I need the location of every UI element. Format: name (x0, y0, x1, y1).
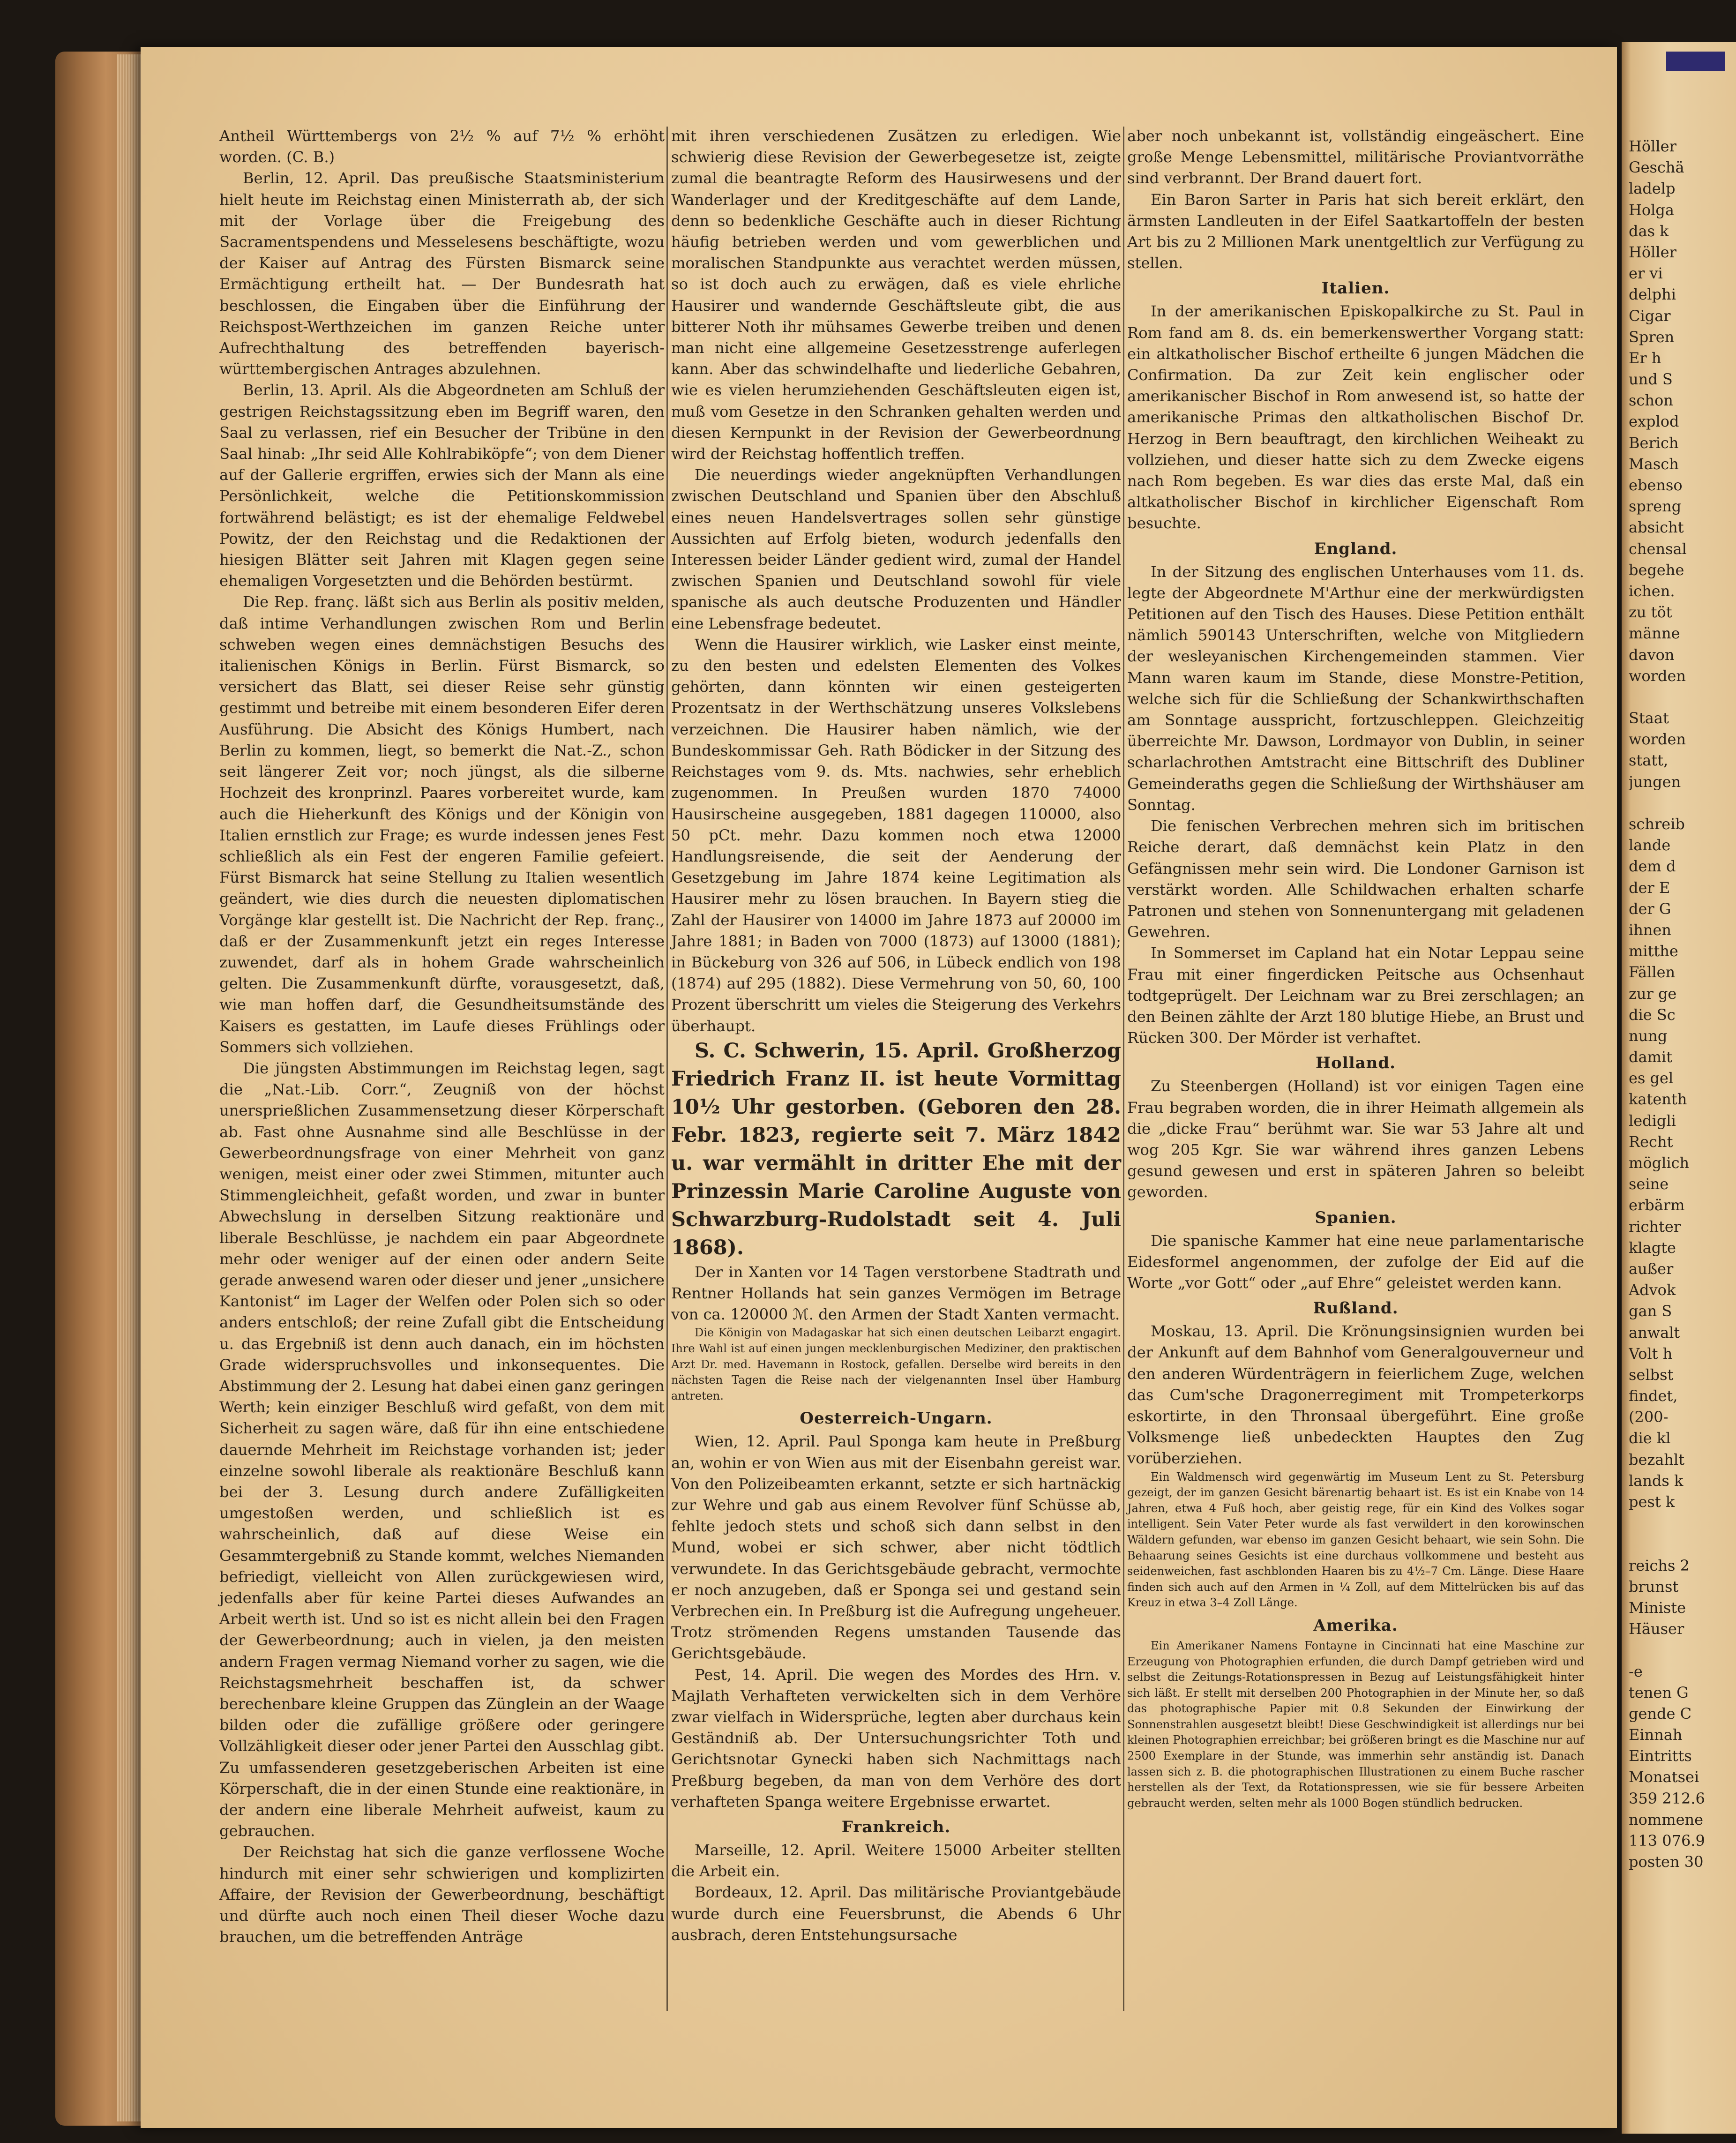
fragment-line: Häuser (1629, 1620, 1684, 1638)
fragment-line: (200- (1629, 1408, 1669, 1426)
article-text: Berlin, 13. April. Als die Abgeordneten am Schluß der gestrigen Reichstagssitzung eben im Begriff waren, den Saal zu verlassen, rief ein Besucher der Tribüne in den Saal hinab: „Ihr seid Alle Kohlrabiköpfe“; von dem Diener auf der Gallerie ergriffen, erwies sich der Mann als eine Persönlichkeit, welche die Petitionskommission fortwährend belästigt; es ist der ehemalige Feldwebel Powitz, der den Reichstag und die Redaktionen der hiesigen Blätter seit Jahren mit Klagen gegen seine ehemaligen Vorgesetzten und die Behörden bestürmt. (219, 381, 665, 590)
fragment-line: ebenso (1629, 476, 1683, 494)
section-heading: England. (1314, 539, 1398, 558)
article-text: Pest, 14. April. Die wegen des Mordes des Hrn. v. Majlath Verhafteten verwickelten sich in dem Verhöre zwar vielfach in Widersprüche, legten aber durchaus kein Geständniß ab. Der Untersuchungsrichter Toth und Gerichtsnotar Gynecki haben sich Nachmittags nach Preßburg begeben, da man von dem Verhöre des dort verhafteten Spanga weitere Ergebnisse erwartet. (671, 1665, 1121, 1811)
fragment-line: chensal (1629, 539, 1687, 558)
fragment-line: Fällen (1629, 963, 1676, 982)
fragment-line: Staat (1629, 709, 1669, 727)
fragment-line: explod (1629, 412, 1679, 431)
fragment-line: der G (1629, 899, 1671, 918)
fragment-line (1629, 687, 1734, 708)
fragment-line: Masch (1629, 455, 1679, 473)
article-text: Moskau, 13. April. Die Krönungsinsignien wurden bei der Ankunft auf dem Bahnhof vom Generalgouverneur und den anderen Würdenträgern in feierlichem Zuge, welchen das Cum'sche Dragonerregiment mit Trompeterkorps eskortirte, in den Thronsaal übergeführt. Eine große Volksmenge ließ unbedeckten Hauptes den Zug vorüberziehen. (1127, 1322, 1584, 1468)
fragment-line: spreng (1629, 497, 1682, 516)
section-heading: Holland. (1316, 1054, 1396, 1073)
fragment-line: -e (1629, 1662, 1643, 1680)
fragment-line: ledigli (1629, 1111, 1676, 1130)
fragment-line (1629, 793, 1734, 814)
fragment-line: Berich (1629, 434, 1679, 452)
fragment-line: zu töt (1629, 603, 1672, 622)
fragment-line: zur ge (1629, 984, 1677, 1003)
section-heading: Oesterreich-Ungarn. (800, 1409, 993, 1428)
fragment-line: klagte (1629, 1238, 1676, 1257)
fragment-line: begehe (1629, 561, 1684, 579)
fragment-line: ichen. (1629, 582, 1675, 600)
fragment-line: delphi (1629, 285, 1676, 304)
fragment-line: außer (1629, 1259, 1674, 1278)
fragment-line: brunst (1629, 1577, 1679, 1596)
fragment-line (1629, 1534, 1734, 1555)
fragment-line: bezahlt (1629, 1450, 1685, 1469)
fragment-line: Volt h (1629, 1344, 1673, 1363)
fragment-line: Recht (1629, 1132, 1673, 1151)
article-text: Der Reichstag hat sich die ganze verflossene Woche hindurch mit einer sehr schwierigen und komplizirten Affaire, der Revision der Gewerbeordnung, beschäftigt und dürfte auch noch einen Theil dieser Woche dazu brauchen, um die betreffenden Anträge (219, 1843, 665, 1946)
fragment-line: mitthe (1629, 942, 1678, 960)
adjacent-page-fragment (1629, 136, 1734, 1873)
fragment-line: dem d (1629, 857, 1676, 876)
fragment-line: findet, (1629, 1387, 1678, 1405)
fragment-line: die kl (1629, 1429, 1671, 1447)
article-text: Wien, 12. April. Paul Sponga kam heute in Preßburg an, wohin er von Wien aus mit der Eisenbahn gereist war. Von den Polizeibeamten erkannt, setzte er sich hartnäckig zur Wehre und gab aus einem Revolver fünf Schüsse ab, fehlte jedoch stets und schoß sich dann selbst in den Mund, wobei er sich schwer, aber nicht tödtlich verwundete. In das Gerichtsgebäude gebracht, vermochte er noch anzugeben, daß er Sponga sei und gestand sein Verbrechen ein. In Preßburg ist die Aufregung ungeheuer. Trotz strömenden Regens umstanden Tausende das Gerichtsgebäude. (671, 1432, 1121, 1663)
fragment-line: erbärm (1629, 1196, 1685, 1214)
fragment-line: worden (1629, 730, 1686, 749)
fragment-line: 359 212.6 (1629, 1789, 1705, 1807)
article-text: Berlin, 12. April. Das preußische Staatsministerium hielt heute im Reichstag einen Ministerrath ab, der sich mit der Vorlage über die Freigebung des Sacramentspendens und Messelesens beschäftigte, wozu der Kaiser auf Antrag des Fürsten Bismarck seine Ermächtigung ertheilt hat. — Der Bundesrath hat beschlossen, die Eingaben über die Einführung der Reichspost-Werthzeichen im ganzen Reiche unter Aufrechthaltung des betreffenden bayerisch-württembergischen Antrages abzulehnen. (219, 169, 665, 378)
fragment-line: Monatsei (1629, 1768, 1699, 1786)
article-text: mit ihren verschiedenen Zusätzen zu erledigen. Wie schwierig diese Revision der Gewerbegesetze ist, zeigte zumal die beantragte Reform des Hausirwesens und der Wanderlager und der Kreditgeschäfte auf dem Lande, denn so bedenkliche Geschäfte auch in dieser Richtung häufig betrieben werden und vom gewerblichen und moralischen Standpunkte aus verachtet werden müssen, so ist doch auch zu erwägen, daß es viele ehrliche Hausirer und wandernde Geschäftsleute gibt, die aus bitterer Noth ihr mühsames Gewerbe treiben und denen man nicht eine allgemeine Gesetzesstrenge auferlegen kann. Aber das schwindelhafte und liederliche Gebahren, wie es vielen herumziehenden Geschäftsleuten eigen ist, muß vom Gesetze in den Schranken gehalten werden und diesen Kernpunkt in der Revision der Gewerbeordnung wird der Reichstag hoffentlich treffen. (671, 127, 1121, 463)
article-text-small: Ein Waldmensch wird gegenwärtig im Museum Lent zu St. Petersburg gezeigt, der im ganzen Gesicht bärenartig behaart ist. Es ist ein Knabe von 14 Jahren, etwa 4 Fuß hoch, aber geistig rege, für ein Kind des Volkes sogar intelligent. Sein Vater Peter wurde als fast verwildert in den korowinschen Wäldern gefunden, war ebenso im ganzen Gesicht behaart, wie sein Sohn. Die Behaarung seines Gesichts ist eine durchaus vollkommene und besteht aus seidenweichen, fast aschblonden Haaren bis zu 4½–7 Cm. Länge. Diese Haare finden sich auch auf den Armen in ¼ Zoll, auf dem Mittelrücken bis auf das Kreuz in etwa 3–4 Zoll Länge. (1127, 1470, 1584, 1610)
fragment-line: Höller (1629, 243, 1676, 261)
fragment-line: pest k (1629, 1493, 1675, 1511)
fragment-line: seine (1629, 1175, 1669, 1193)
fragment-line: katenth (1629, 1090, 1687, 1109)
fragment-line: gan S (1629, 1302, 1672, 1320)
fragment-line: tenen G (1629, 1683, 1689, 1701)
fragment-line: 113 076.9 (1629, 1832, 1705, 1850)
column-1 (219, 126, 665, 1948)
article-text: Die Rep. franç. läßt sich aus Berlin als positiv melden, daß intime Verhandlungen zwischen Rom und Berlin schweben wegen eines demnächstigen Besuchs des italienischen Königs in Berlin. Fürst Bismarck, so versichert das Blatt, sei dieser Reise sehr günstig gestimmt und betreibe mit einem besonderen Eifer deren Ausführung. Die Absicht des Königs Humbert, nach Berlin zu kommen, liegt, so bemerkt die Nat.-Z., schon seit längerer Zeit vor; noch jüngst, als die silberne Hochzeit des kronprinzl. Paares vorbereitet wurde, kam auch die Hieherkunft des Königs und der Königin von Italien ernstlich zur Frage; es wurde indessen jenes Fest schließlich als ein Fest der engeren Familie gefeiert. Fürst Bismarck hat seine Stellung zu Italien wesentlich geändert, wie dies durch die neuesten diplomatischen Vorgänge klar gestellt ist. Die Nachricht der Rep. franç., daß er der Zusammenkunft jetzt ein reges Interesse zuwendet, darf als in hohem Grade wahrscheinlich gelten. Die Zusammenkunft dürfte, vorausgesetzt, daß, wie man hoffen darf, die Gesundheitsumstände des Kaisers es gestatten, im Laufe dieses Frühlings oder Sommers sich vollziehen. (219, 593, 665, 1056)
article-text: Die spanische Kammer hat eine neue parlamentarische Eidesformel angenommen, der zufolge der Eid auf die Worte „vor Gott“ oder „auf Ehre“ geleistet werden kann. (1127, 1231, 1584, 1292)
column-rule (666, 127, 668, 2011)
article-text: Die fenischen Verbrechen mehren sich im britischen Reiche derart, daß demnächst kein Platz in den Gefängnissen mehr sein wird. Die Londoner Garnison ist verstärkt worden. Alle Schildwachen erhalten scharfe Patronen und stehen von Sonnenuntergang mit geladenen Gewehren. (1127, 817, 1584, 941)
fragment-line (1629, 1640, 1734, 1661)
fragment-line: Einnah (1629, 1726, 1683, 1744)
fragment-line: schreib (1629, 815, 1685, 833)
article-text: In der Sitzung des englischen Unterhauses vom 11. ds. legte der Abgeordnete M'Arthur eine der merkwürdigsten Petitionen auf den Tisch des Hauses. Diese Petition enthält nämlich 590143 Unterschriften, welche von Mitgliedern der wesleyanischen Kirchengemeinden stammen. Vier Mann waren kaum im Stande, diese Monstre-Petition, welche sich für die Schließung der Schankwirthschaften am Sonntage ausspricht, fortzuschleppen. Gleichzeitig überreichte Mr. Dawson, Lordmayor von Dublin, in seiner scharlachrothen Amtstracht eine Bittschrift des Dubliner Gemeinderaths gegen die Schließung der Wirthshäuser am Sonntag. (1127, 562, 1584, 814)
fragment-line: das k (1629, 222, 1669, 240)
article-text: Die jüngsten Abstimmungen im Reichstag legen, sagt die „Nat.-Lib. Corr.“, Zeugniß von der höchst unersprießlichen Zusammensetzung dieser Körperschaft ab. Fast ohne Ausnahme sind alle Beschlüsse in der Gewerbeordnungsfrage von einer Mehrheit von ganz wenigen, meist einer oder zwei Stimmen, mitunter auch Stimmengleichheit, gefaßt worden, und zwar in bunter Abwechslung in derselben Sitzung reaktionäre und liberale Beschlüsse, je nachdem ein paar Abgeordnete mehr oder weniger auf der einen oder andern Seite gerade anwesend waren oder dieser und jener „unsichere Kantonist“ im Lager der Welfen oder Polen sich so oder anders entschloß; der reine Zufall gibt die Entscheidung u. das Ergebniß ist denn auch danach, ein im höchsten Grade widerspruchsvolles und inkonsequentes. Die Abstimmung der 2. Lesung hat dabei einen ganz geringen Werth; kein einziger Beschluß wird gefaßt, von dem mit Sicherheit zu sagen wäre, daß für ihn eine entschiedene dauernde Mehrheit im Reichstage vorhanden ist; jeder einzelne sowohl liberale als reaktionäre Beschluß kann bei der 3. Lesung durch andere Zufälligkeiten umgestoßen werden, und schließlich ist es wahrscheinlich, daß auf diese Weise ein Gesammtergebniß zu Stande kommt, welches Niemanden befriedigt, vielleicht von Allen zurückgewiesen wird, jedenfalls aber für keine Partei dieses Aufwandes an Arbeit werth ist. Und so ist es nicht allein bei den Fragen der Gewerbeordnung; auch in vielen, ja den meisten andern Fragen vermag Niemand vorher zu sagen, wie die Reichstagsmehrheit beschaffen ist, da schwer berechenbare kleine Gruppen das Zünglein an der Waage bilden oder die zufällige größere oder geringere Vollzähligkeit dieser oder jener Partei den Ausschlag gibt. Zu umfassenderen gesetzgeberischen Arbeiten ist eine Körperschaft, die in der einen Stunde eine reaktionäre, in der andern eine liberale Mehrheit aufweist, kaum zu gebrauchen. (219, 1059, 665, 1840)
column-rule (1123, 127, 1124, 2011)
fragment-line: Cigar (1629, 307, 1671, 325)
article-text: Bordeaux, 12. April. Das militärische Proviantgebäude wurde durch eine Feuersbrunst, die Abends 6 Uhr ausbrach, deren Entstehungsursache (671, 1883, 1121, 1944)
fragment-line: gende C (1629, 1704, 1692, 1723)
death-notice: S. C. Schwerin, 15. April. Großherzog Friedrich Franz II. ist heute Vormittag 10½ Uhr gestorben. (Geboren den 28. Febr. 1823, regierte seit 7. März 1842 u. war vermählt in dritter Ehe mit der Prinzessin Marie Caroline Auguste von Schwarzburg-Rudolstadt seit 4. Juli 1868). (671, 1039, 1121, 1259)
fragment-line: männe (1629, 624, 1680, 643)
fragment-line: Er h (1629, 349, 1661, 367)
article-text-small: Ein Amerikaner Namens Fontayne in Cincinnati hat eine Maschine zur Erzeugung von Photographien erfunden, die durch Dampf getrieben wird und selbst die Zeitungs-Rotationspressen in Bezug auf Leistungsfähigkeit hinter sich läßt. Er stellt mit derselben 200 Photographien in der Minute her, so daß das photographische Papier mit 0.8 Sekunden der Einwirkung der Sonnenstrahlen ausgesetzt bleibt! Diese Geschwindigkeit ist allerdings nur bei kleinen Photographien erreichbar; bei größeren bringt es die Maschine nur auf 2500 Exemplare in der Stunde, was immerhin sehr anständig ist. Danach lassen sich z. B. die photographischen Illustrationen zu einem Buche rascher herstellen als der Text, da Rotationspressen, wie sie für bessere Arbeiten gebraucht werden, selten mehr als 1000 Bogen stündlich bedrucken. (1127, 1639, 1584, 1810)
fragment-line: er vi (1629, 264, 1663, 283)
fragment-line: posten 30 (1629, 1853, 1704, 1871)
article-text: In Sommerset im Capland hat ein Notar Leppau seine Frau mit einer fingerdicken Peitsche aus Ochsenhaut todtgeprügelt. Der Leichnam war zu Brei zerschlagen; an den Beinen zählte der Arzt 180 blutige Hiebe, an Brust und Rücken 300. Der Mörder ist verhaftet. (1127, 944, 1584, 1047)
fragment-line: es gel (1629, 1069, 1674, 1087)
fragment-line: ihnen (1629, 921, 1671, 939)
fragment-line: davon (1629, 645, 1675, 664)
fragment-line: Spren (1629, 328, 1675, 346)
fragment-line: statt, (1629, 751, 1669, 770)
fragment-line: möglich (1629, 1154, 1690, 1172)
fragment-line: schon (1629, 391, 1673, 410)
fragment-line: und S (1629, 370, 1673, 389)
section-heading: Frankreich. (841, 1817, 951, 1836)
fragment-line: jungen (1629, 772, 1681, 791)
fragment-line (1629, 1513, 1734, 1534)
article-text: Marseille, 12. April. Weitere 15000 Arbeiter stellten die Arbeit ein. (671, 1841, 1121, 1881)
fragment-line: lande (1629, 836, 1671, 854)
article-text: Wenn die Hausirer wirklich, wie Lasker einst meinte, zu den besten und edelsten Elementen des Volkes gehörten, dann könnten wir einen gesteigerten Prozentsatz in der Werthschätzung unseres Volkslebens verzeichnen. Die Hausirer haben nämlich, wie der Bundeskommissar Geh. Rath Bödicker in der Sitzung des Reichstages vom 9. ds. Mts. nachwies, sehr erheblich zugenommen. In Preußen wurden 1870 74000 Hausirscheine ausgegeben, 1881 dagegen 110000, also 50 pCt. mehr. Dazu kommen noch etwa 12000 Handlungsreisende, die seit der Aenderung der Gesetzgebung im Jahre 1874 keine Legitimation als Hausirer mehr zu lösen brauchen. In Bayern stieg die Zahl der Hausirer von 14000 im Jahre 1873 auf 20000 im Jahre 1881; in Baden von 7000 (1873) auf 13000 (1881); in Bückeburg von 326 auf 506, in Lübeck endlich von 198 (1874) auf 295 (1882). Diese Vermehrung von 50, 60, 100 Prozent überschritt um vieles die Steigerung des Verkehrs überhaupt. (671, 635, 1121, 1035)
column-2 (671, 126, 1121, 1946)
fragment-line: richter (1629, 1217, 1681, 1236)
fragment-line: Advok (1629, 1281, 1676, 1299)
article-text: Der in Xanten vor 14 Tagen verstorbene Stadtrath und Rentner Hollands hat sein ganzes Vermögen im Betrage von ca. 120000 ℳ. den Armen der Stadt Xanten vermacht. (671, 1263, 1121, 1324)
fragment-line: Höller (1629, 137, 1676, 155)
fragment-line: lands k (1629, 1471, 1684, 1490)
fragment-line: absicht (1629, 518, 1684, 537)
article-text: Antheil Württembergs von 2½ % auf 7½ % erhöht worden. (C. B.) (219, 127, 665, 166)
section-heading: Amerika. (1313, 1616, 1398, 1635)
article-text: aber noch unbekannt ist, vollständig eingeäschert. Eine große Menge Lebensmittel, militärische Proviantvorräthe sind verbrannt. Der Brand dauert fort. (1127, 127, 1584, 187)
fragment-line: anwalt (1629, 1323, 1680, 1341)
section-heading: Rußland. (1313, 1299, 1399, 1318)
column-3 (1127, 126, 1584, 1811)
fragment-line: nung (1629, 1027, 1668, 1045)
article-text: Die neuerdings wieder angeknüpften Verhandlungen zwischen Deutschland und Spanien über den Abschluß eines neuen Handelsvertrages sollen sehr günstige Aussichten auf Erfolg bieten, wodurch jedenfalls den Interessen beider Länder gedient wird, zumal der Handel zwischen Spanien und Deutschland sowohl für viele spanische als auch deutsche Produzenten und Händler eine Lebensfrage bedeutet. (671, 466, 1121, 632)
fragment-line: damit (1629, 1048, 1672, 1066)
article-text-small: Die Königin von Madagaskar hat sich einen deutschen Leibarzt engagirt. Ihre Wahl ist auf einen jungen mecklenburgischen Mediziner, den praktischen Arzt Dr. med. Havemann in Rostock, gefallen. Derselbe wird bereits in den nächsten Tagen die Reise nach der vielgenannten Insel über Hamburg antreten. (671, 1326, 1121, 1402)
article-text: Ein Baron Sarter in Paris hat sich bereit erklärt, den ärmsten Landleuten in der Eifel Saatkartoffeln der besten Art bis zu 2 Millionen Mark unentgeltlich zur Verfügung zu stellen. (1127, 190, 1584, 272)
fragment-line: Eintritts (1629, 1747, 1692, 1765)
fragment-line: selbst (1629, 1365, 1674, 1384)
fragment-line: reichs 2 (1629, 1556, 1690, 1574)
article-text: In der amerikanischen Episkopalkirche zu St. Paul in Rom fand am 8. ds. ein bemerkenswerther Vorgang statt: ein altkatholischer Bischof ertheilte 6 jungen Mädchen die Confirmation. Da zur Zeit kein englischer oder amerikanischer Bischof in Rom anwesend ist, so hatte der amerikanische Primas den altkatholischen Bischof Dr. Herzog in Bern beauftragt, den kirchlichen Weiheakt zu vollziehen, und dieser hatte sich zu dem Zwecke eigens nach Rom begeben. Es war dies das erste Mal, daß ein altkatholischer Bischof in kirchlicher Eigenschaft Rom besuchte. (1127, 302, 1584, 532)
color-reference-strip (1666, 52, 1725, 71)
fragment-line: Ministe (1629, 1598, 1686, 1617)
fragment-line: nommene (1629, 1810, 1704, 1828)
fragment-line: Geschä (1629, 158, 1684, 177)
fragment-line: der E (1629, 878, 1670, 897)
fragment-line: worden (1629, 667, 1686, 685)
article-text: Zu Steenbergen (Holland) ist vor einigen Tagen eine Frau begraben worden, die in ihrer Heimath allgemein als die „dicke Frau“ berühmt war. Sie war 53 Jahre alt und wog 205 Kgr. Sie war während ihres ganzen Lebens gesund gewesen und erst in späteren Jahren so beleibt geworden. (1127, 1077, 1584, 1201)
section-heading: Spanien. (1315, 1208, 1397, 1227)
section-heading: Italien. (1321, 279, 1390, 298)
fragment-line: ladelp (1629, 180, 1676, 198)
fragment-line: Holga (1629, 201, 1674, 219)
fragment-line: die Sc (1629, 1005, 1676, 1024)
